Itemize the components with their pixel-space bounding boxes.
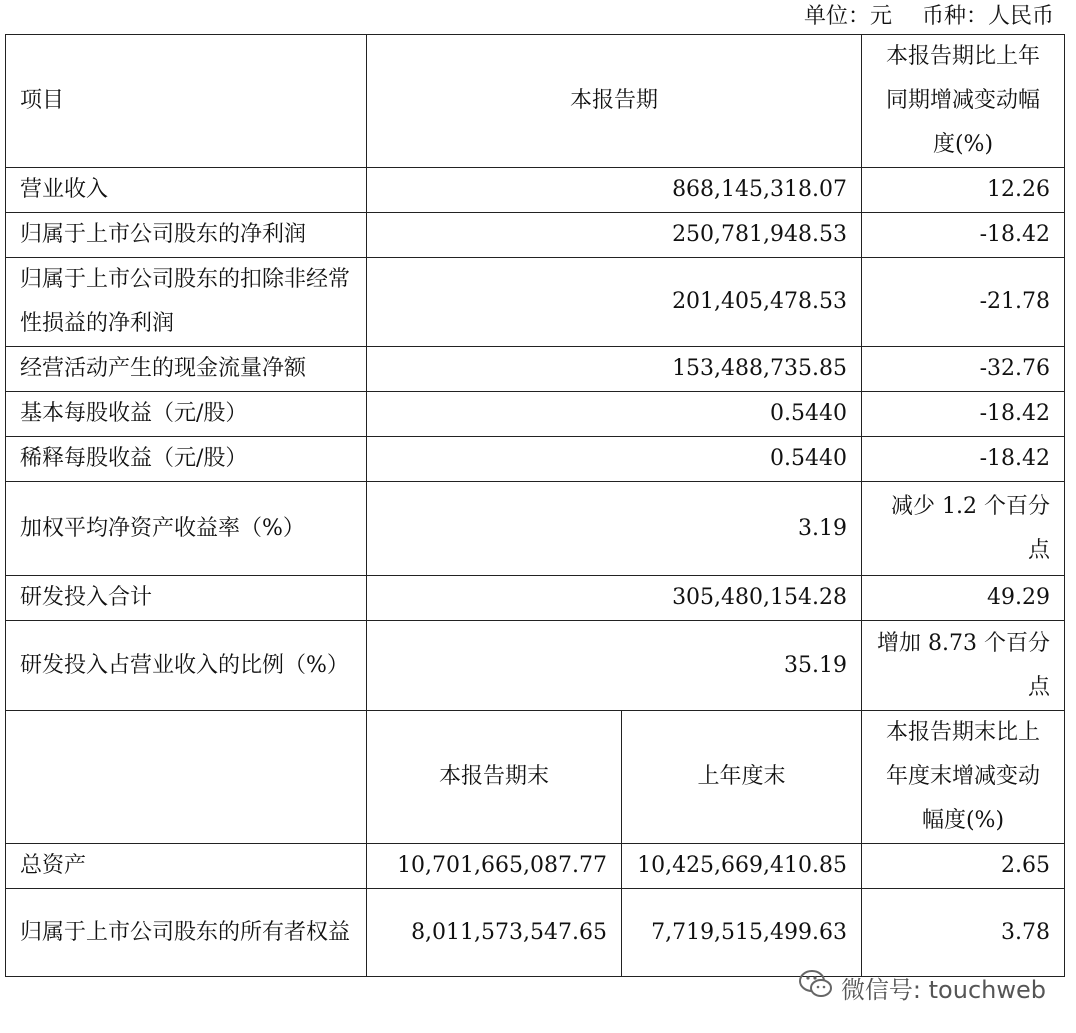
row-value: 35.19 — [367, 621, 862, 711]
row-value: 250,781,948.53 — [367, 213, 862, 258]
row-value: 305,480,154.28 — [367, 576, 862, 621]
row-change: 减少 1.2 个百分点 — [862, 482, 1065, 576]
row-value: 0.5440 — [367, 437, 862, 482]
table-row — [6, 844, 1065, 889]
row-label: 加权平均净资产收益率（%） — [6, 482, 367, 576]
table-row — [6, 213, 1065, 258]
row-label: 经营活动产生的现金流量净额 — [6, 347, 367, 392]
row-change: 12.26 — [862, 168, 1065, 213]
header-yoy-change: 本报告期比上年同期增减变动幅度(%) — [862, 35, 1065, 168]
row-change: -18.42 — [862, 392, 1065, 437]
table-row — [6, 392, 1065, 437]
header2-change: 本报告期末比上年度末增减变动幅度(%) — [862, 711, 1065, 844]
row-value: 201,405,478.53 — [367, 258, 862, 347]
row-label: 研发投入占营业收入的比例（%） — [6, 621, 367, 711]
header-current-period: 本报告期 — [367, 35, 862, 168]
row-last-year-end: 10,425,669,410.85 — [622, 844, 862, 889]
row-label: 营业收入 — [6, 168, 367, 213]
table-row — [6, 621, 1065, 711]
row-change: -18.42 — [862, 213, 1065, 258]
row-value: 0.5440 — [367, 392, 862, 437]
table-row — [6, 482, 1065, 576]
table-row — [6, 168, 1065, 213]
unit-label: 单位：元 — [803, 4, 892, 29]
header2-period-end: 本报告期末 — [367, 711, 622, 844]
row-label: 基本每股收益（元/股） — [6, 392, 367, 437]
row-change: 49.29 — [862, 576, 1065, 621]
row-value: 3.19 — [367, 482, 862, 576]
row-label: 归属于上市公司股东的所有者权益 — [6, 889, 367, 977]
row-label: 稀释每股收益（元/股） — [6, 437, 367, 482]
unit-currency-line — [804, 0, 1054, 34]
row-change: -18.42 — [862, 437, 1065, 482]
row-value: 153,488,735.85 — [367, 347, 862, 392]
header-item: 项目 — [6, 35, 367, 168]
row-change: 2.65 — [862, 844, 1065, 889]
row-last-year-end: 7,719,515,499.63 — [622, 889, 862, 977]
wechat-icon — [797, 967, 835, 1007]
row-period-end: 8,011,573,547.65 — [367, 889, 622, 977]
table-row — [6, 576, 1065, 621]
row-period-end: 10,701,665,087.77 — [367, 844, 622, 889]
watermark-text: 微信号: touchweb — [840, 975, 1046, 1004]
row-label: 归属于上市公司股东的净利润 — [6, 213, 367, 258]
row-value: 868,145,318.07 — [367, 168, 862, 213]
row-label: 总资产 — [6, 844, 367, 889]
header2-last-year-end: 上年度末 — [622, 711, 862, 844]
currency-label: 币种：人民币 — [921, 4, 1054, 29]
row-change: 3.78 — [862, 889, 1065, 977]
row-change: 增加 8.73 个百分点 — [862, 621, 1065, 711]
table-header-row-2 — [6, 711, 1065, 844]
financial-summary-table — [5, 34, 1065, 977]
table-row — [6, 258, 1065, 347]
row-change: -32.76 — [862, 347, 1065, 392]
row-change: -21.78 — [862, 258, 1065, 347]
wechat-watermark — [797, 962, 1046, 1012]
row-label: 归属于上市公司股东的扣除非经常性损益的净利润 — [6, 258, 367, 347]
row-label: 研发投入合计 — [6, 576, 367, 621]
table-row — [6, 437, 1065, 482]
table-row — [6, 347, 1065, 392]
header2-empty — [6, 711, 367, 844]
table-header-row — [6, 35, 1065, 168]
